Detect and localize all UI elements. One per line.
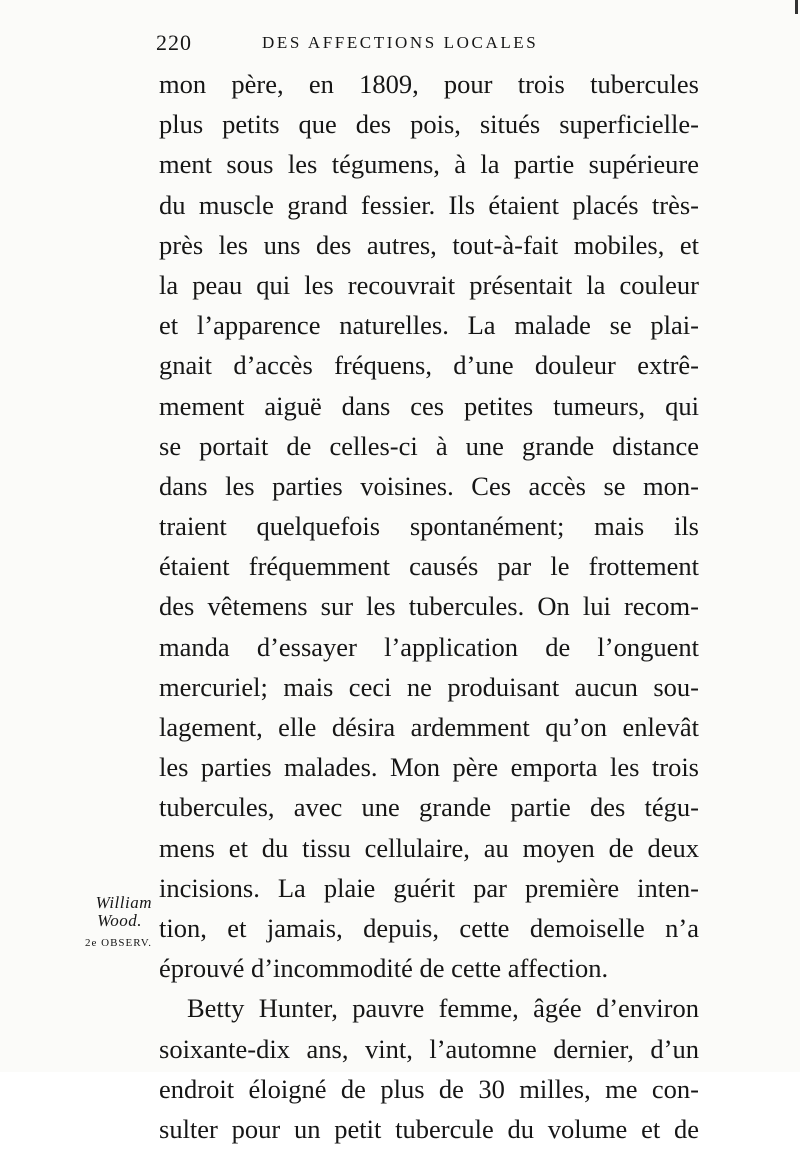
text-line: mement aiguë dans ces petites tumeurs, qui <box>159 390 699 421</box>
text-line: près les uns des autres, tout-à-fait mobiles, et <box>159 229 699 260</box>
paragraph-start-line: Betty Hunter, pauvre femme, âgée d’environ <box>187 993 699 1024</box>
margin-author-last: Wood. <box>97 911 142 930</box>
text-line: manda d’essayer l’application de l’onguent <box>159 631 699 662</box>
margin-note <box>60 894 152 950</box>
margin-observation-label: 2e OBSERV. <box>85 937 152 949</box>
text-line: étaient fréquemment causés par le frottement <box>159 551 699 582</box>
body-text <box>159 64 699 1149</box>
text-line: endroit éloigné de plus de 30 milles, me con- <box>159 1073 699 1104</box>
running-head: DES AFFECTIONS LOCALES <box>262 33 539 52</box>
text-line: dans les parties voisines. Ces accès se mon- <box>159 470 699 501</box>
text-line: incisions. La plaie guérit par première inten- <box>159 872 699 903</box>
text-line: la peau qui les recouvrait présentait la couleur <box>159 269 699 300</box>
text-line: mens et du tissu cellulaire, au moyen de deux <box>159 832 699 863</box>
text-line: soixante-dix ans, vint, l’automne dernier, d’un <box>159 1033 699 1064</box>
text-line: du muscle grand fessier. Ils étaient placés très- <box>159 189 699 220</box>
text-line: tubercules, avec une grande partie des tégu- <box>159 792 699 823</box>
text-line: se portait de celles-ci à une grande distance <box>159 430 699 461</box>
text-line: des vêtemens sur les tubercules. On lui recom- <box>159 591 699 622</box>
text-line: et l’apparence naturelles. La malade se plai- <box>159 310 699 341</box>
page-header <box>156 30 696 60</box>
page-number: 220 <box>156 30 192 55</box>
text-line: traient quelquefois spontanément; mais ils <box>159 511 699 542</box>
page-edge-mark <box>795 0 798 14</box>
text-line: mercuriel; mais ceci ne produisant aucun sou- <box>159 671 699 702</box>
text-line: lagement, elle désira ardemment qu’on enlevât <box>159 712 699 742</box>
text-line: plus petits que des pois, situés superficielle- <box>159 109 699 140</box>
text-line: sulter pour un petit tubercule du volume et de <box>159 1113 699 1144</box>
paragraph-end-line: éprouvé d’incommodité de cette affection. <box>159 953 609 984</box>
text-line: gnait d’accès fréquens, d’une douleur extrê- <box>159 350 699 381</box>
text-line: tion, et jamais, depuis, cette demoiselle n’a <box>159 912 699 943</box>
text-line: mon père, en 1809, pour trois tubercules <box>159 69 699 99</box>
text-line: ment sous les tégumens, à la partie supérieure <box>159 149 699 180</box>
text-line: les parties malades. Mon père emporta les trois <box>159 752 699 783</box>
margin-author-first: William <box>95 893 152 912</box>
